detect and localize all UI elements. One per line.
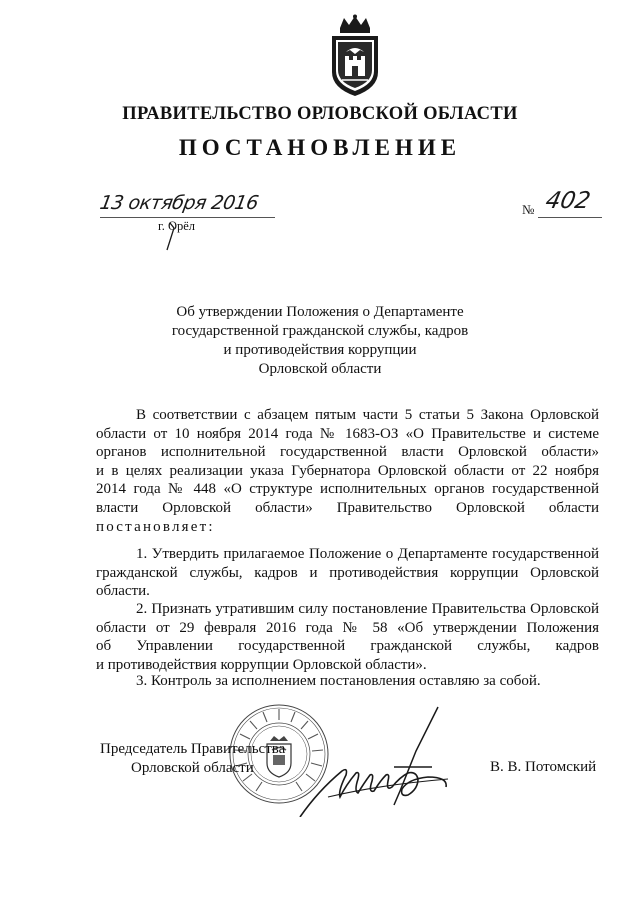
preamble-paragraph: [96, 406, 599, 536]
coat-of-arms-icon: [326, 14, 384, 98]
number-underline: [538, 217, 602, 218]
item-line: и противодействия коррупции Орловской области».: [96, 656, 427, 673]
handwritten-date: 13 октября 2016: [98, 192, 260, 214]
subject-line: и противодействия коррупции: [223, 342, 417, 358]
date-underline: [100, 217, 275, 218]
item-line: области от 29 февраля 2016 года № 58 «Об утверждении Положения: [96, 619, 599, 636]
subject-line: Об утверждении Положения о Департаменте: [176, 304, 464, 320]
document-type-title: ПОСТАНОВЛЕНИЕ: [178, 135, 462, 160]
number-sign: №: [522, 202, 535, 217]
item-1-paragraph: [96, 545, 599, 601]
preamble-line: 2014 года № 448 «О структуре исполнительных органов государственной: [96, 481, 599, 498]
handwritten-signature-icon: [298, 705, 458, 817]
item-line: 3. Контроль за исполнением постановления оставляю за собой.: [136, 673, 541, 689]
preamble-line: области от 10 ноября 2014 года № 1683-ОЗ «О Правительстве и системе: [96, 425, 599, 442]
subject-line: государственной гражданской службы, кадров: [171, 323, 469, 339]
signatory-position: [100, 740, 285, 778]
signatory-name: В. В. Потомский: [490, 759, 597, 775]
resolves-word: постановляет:: [96, 518, 215, 535]
position-line: Орловской области: [131, 760, 254, 776]
handwritten-number: 402: [543, 188, 593, 214]
pen-stroke-mark: [164, 222, 204, 252]
preamble-line: власти Орловской области» Правительство Орловской области: [96, 499, 599, 516]
item-3-paragraph: [96, 672, 599, 691]
document-subject: [0, 303, 640, 379]
item-line: об Управлении государственной гражданской службы, кадров: [96, 638, 599, 655]
government-title: ПРАВИТЕЛЬСТВО ОРЛОВСКОЙ ОБЛАСТИ: [122, 104, 518, 124]
preamble-line: и в целях реализации указа Губернатора Орловской области от 22 ноября: [96, 462, 599, 479]
item-line: гражданской службы, кадров и противодействия коррупции Орловской: [96, 564, 599, 581]
item-line: 1. Утвердить прилагаемое Положение о Департаменте государственной: [136, 546, 599, 562]
item-line: области.: [96, 583, 150, 600]
city-label: г. Орёл: [158, 219, 196, 233]
subject-line: Орловской области: [258, 361, 382, 377]
preamble-line: органов исполнительной государственной власти Орловской области»: [96, 444, 599, 461]
preamble-line: В соответствии с абзацем пятым части 5 статьи 5 Закона Орловской: [136, 407, 599, 423]
item-2-paragraph: [96, 600, 599, 674]
position-line: Председатель Правительства: [100, 741, 286, 757]
item-line: 2. Признать утратившим силу постановление Правительства Орловской: [136, 601, 599, 617]
